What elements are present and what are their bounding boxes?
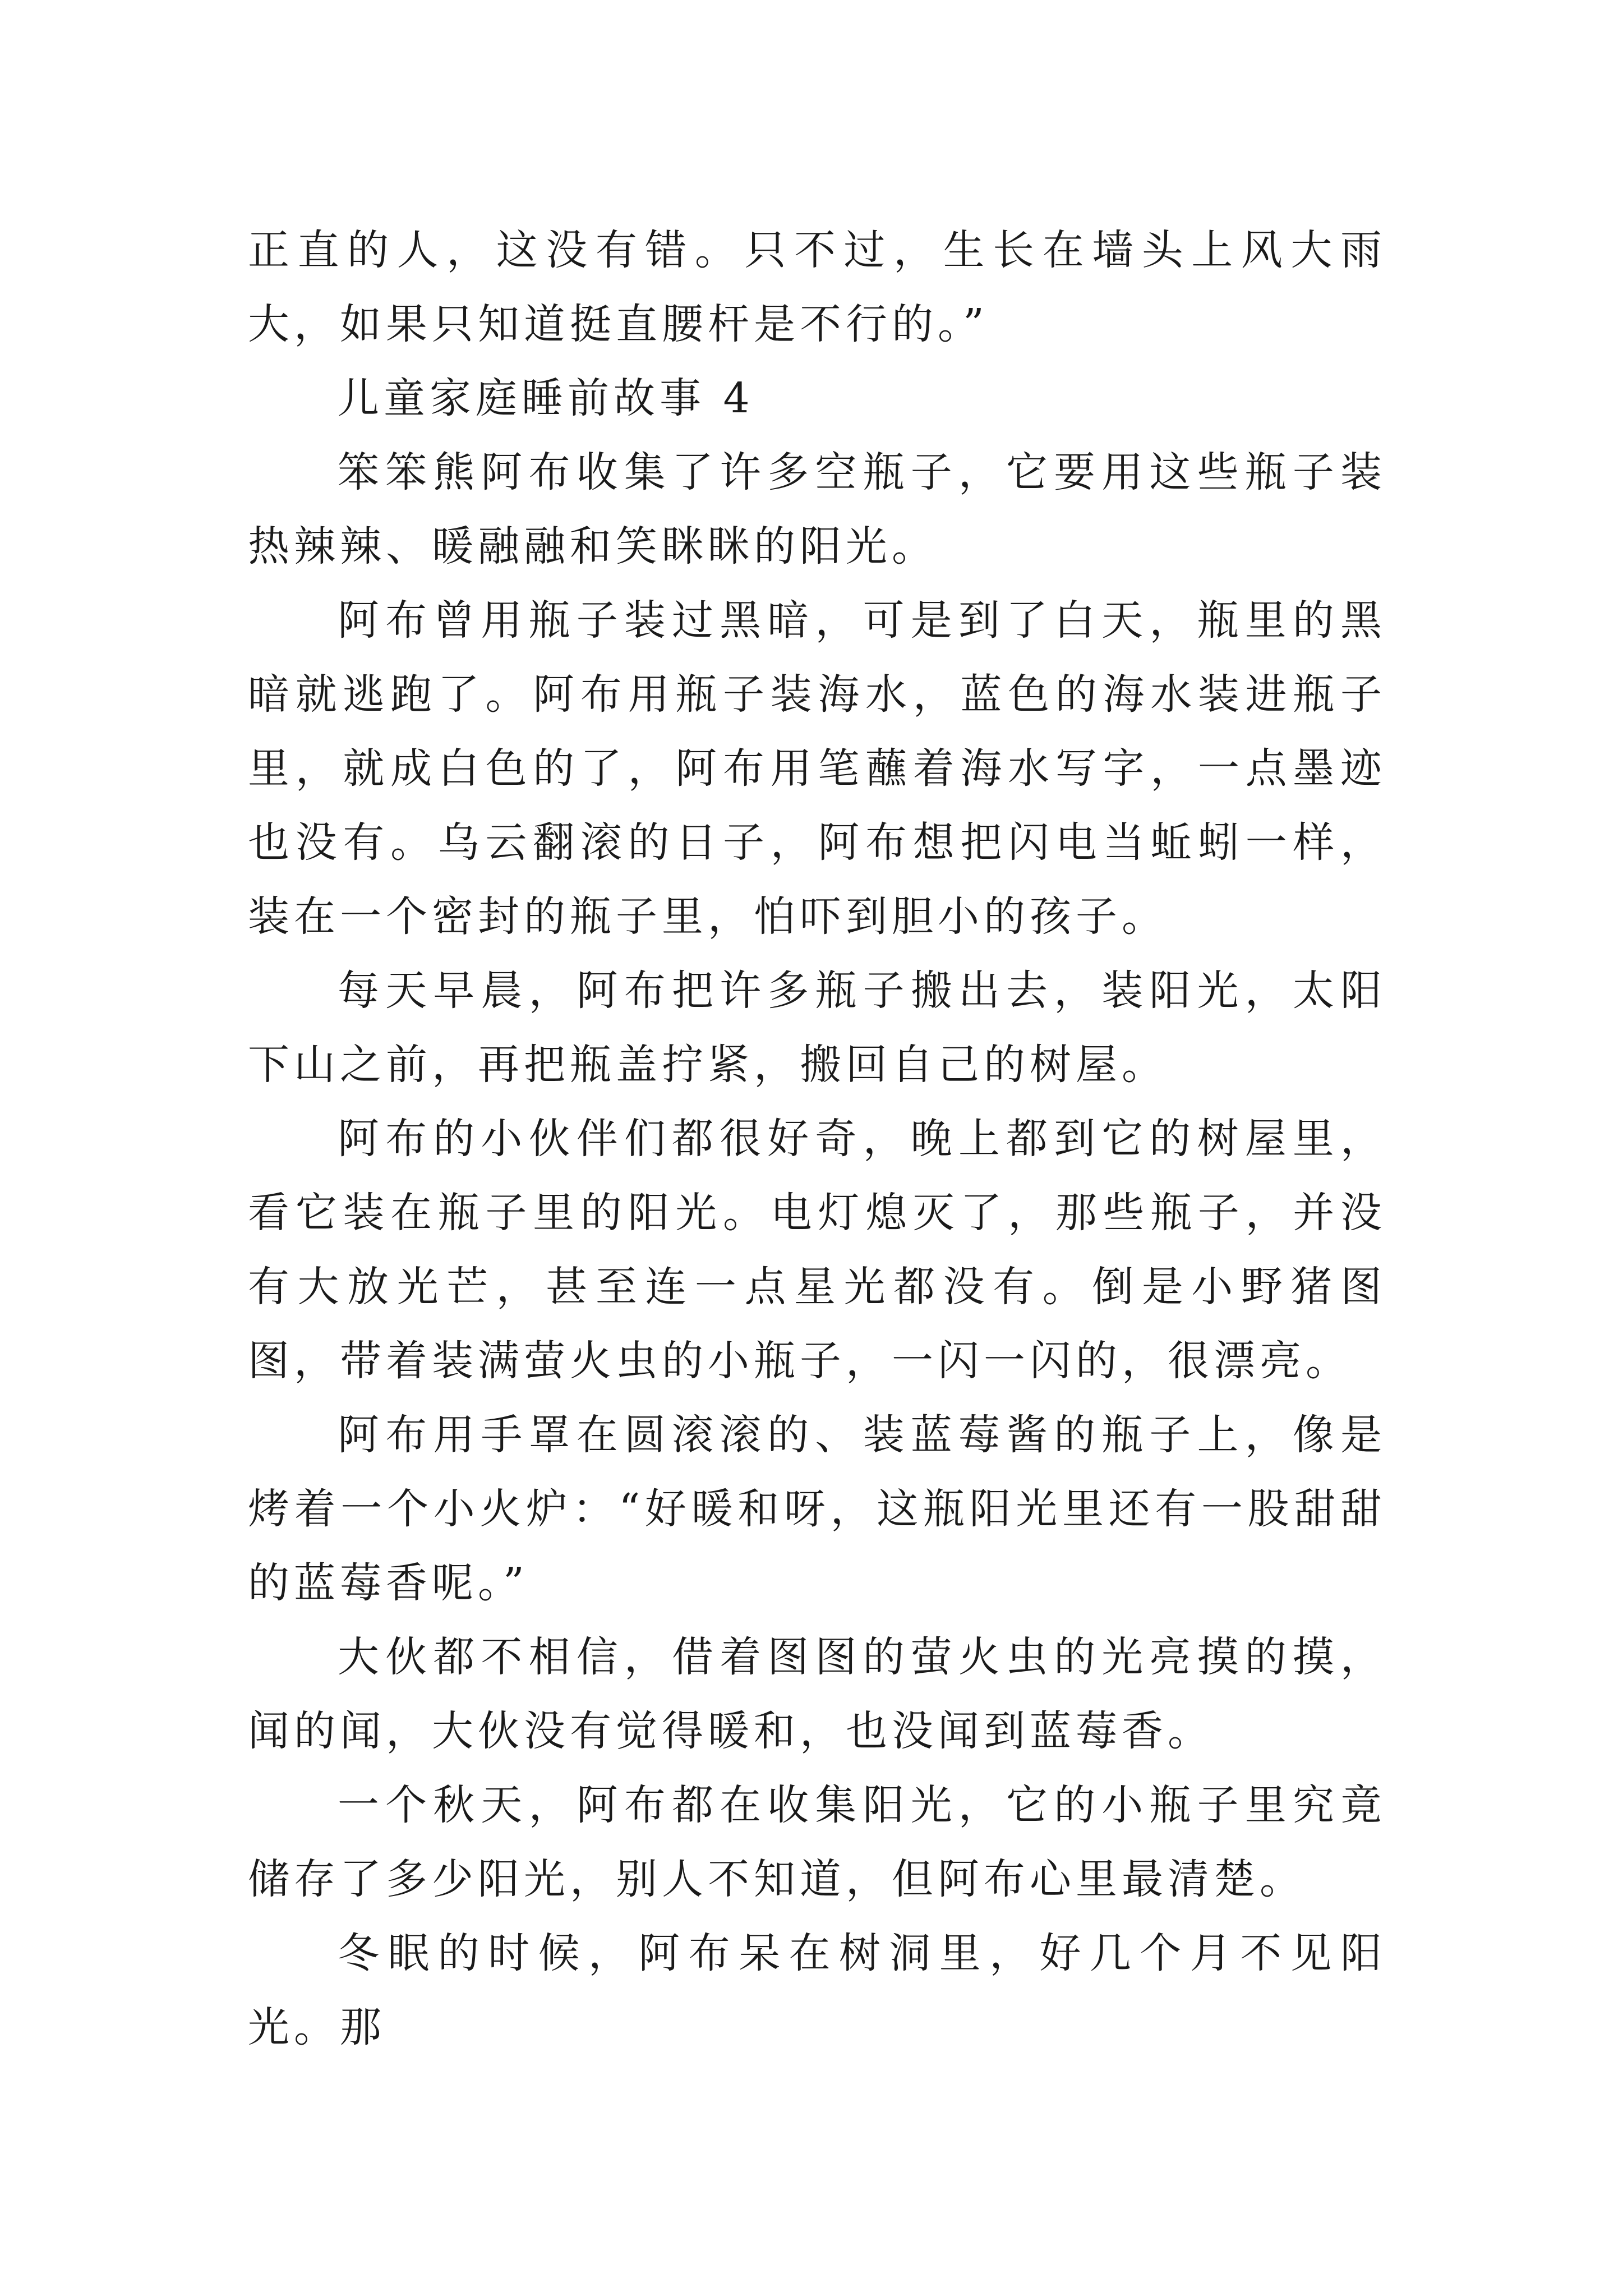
story-heading: 儿童家庭睡前故事 4	[338, 374, 754, 422]
paragraph: 阿布曾用瓶子装过黑暗，可是到了白天，瓶里的黑暗就逃跑了。阿布用瓶子装海水，蓝色的海水装进瓶子里，就成白色的了，阿布用笔蘸着海水写字，一点墨迹也没有。乌云翻滚的日子，阿布想把闪电当蚯蚓一样，装在一个密封的瓶子里，怕吓到胆小的孩子。	[248, 596, 1386, 941]
paragraph: 阿布用手罩在圆滚滚的、装蓝莓酱的瓶子上，像是烤着一个小火炉：“好暖和呀，这瓶阳光里还有一股甜甜的蓝莓香呢。”	[248, 1411, 1386, 1607]
story-text	[248, 213, 1386, 2064]
paragraph-continuation: 正直的人，这没有错。只不过，生长在墙头上风大雨大，如果只知道挺直腰杆是不行的。”	[248, 226, 1386, 348]
paragraph: 每天早晨，阿布把许多瓶子搬出去，装阳光，太阳下山之前，再把瓶盖拧紧，搬回自己的树屋。	[248, 967, 1386, 1089]
paragraph: 大伙都不相信，借着图图的萤火虫的光亮摸的摸，闻的闻，大伙没有觉得暖和，也没闻到蓝莓香。	[248, 1633, 1386, 1755]
paragraph: 笨笨熊阿布收集了许多空瓶子，它要用这些瓶子装热辣辣、暖融融和笑眯眯的阳光。	[248, 448, 1386, 570]
paragraph: 冬眠的时候，阿布呆在树洞里，好几个月不见阳光。那	[248, 1929, 1386, 2051]
paragraph: 阿布的小伙伴们都很好奇，晚上都到它的树屋里，看它装在瓶子里的阳光。电灯熄灭了，那些瓶子，并没有大放光芒，甚至连一点星光都没有。倒是小野猪图图，带着装满萤火虫的小瓶子，一闪一闪的，很漂亮。	[248, 1115, 1386, 1385]
paragraph: 一个秋天，阿布都在收集阳光，它的小瓶子里究竟储存了多少阳光，别人不知道，但阿布心里最清楚。	[248, 1781, 1386, 1903]
